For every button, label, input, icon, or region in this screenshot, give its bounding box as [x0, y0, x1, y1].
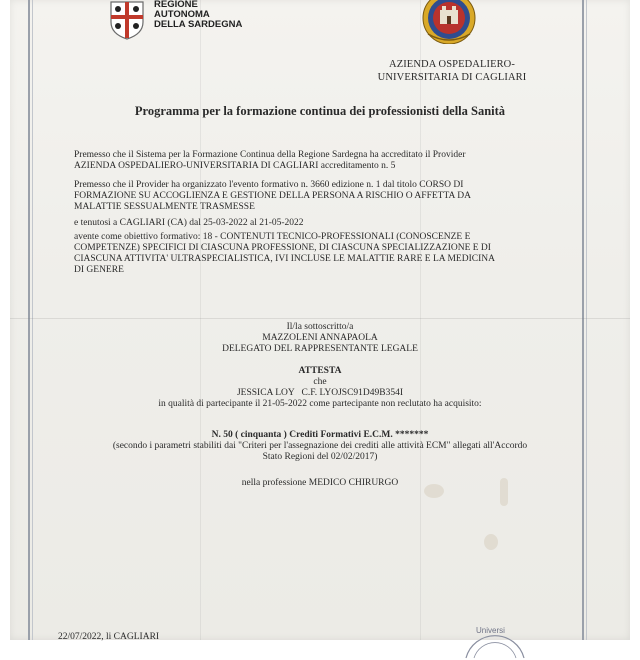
- signatory-name: MAZZOLENI ANNAPAOLA: [262, 333, 378, 343]
- credits-block: [60, 430, 580, 463]
- profession-line: nella professione MEDICO CHIRURGO: [241, 478, 399, 488]
- programme-title: Programma per la formazione continua dei professionisti della Sanità: [134, 104, 506, 118]
- hospital-name-line: UNIVERSITARIA DI CAGLIARI: [377, 72, 527, 83]
- region-name-line: AUTONOMA: [154, 9, 210, 20]
- criteria-line: (secondo i parametri stabiliti dai "Criteri per l'assegnazione dei crediti alle attività ECM" allegati all'Accordo: [112, 441, 528, 451]
- left-border-inner: [32, 0, 33, 640]
- provider-accreditation-paragraph: [74, 150, 546, 172]
- participation-qualification: in qualità di partecipante il 21-05-2022 come partecipante non reclutato ha acquisito:: [158, 399, 482, 409]
- paragraph-line: CIASCUNA ATTIVITA' ULTRASPECIALISTICA, IVI INCLUSE LE MALATTIE RARE E LA MEDICINA: [74, 254, 495, 264]
- paper-stain: [484, 534, 498, 550]
- right-border: [582, 0, 584, 640]
- paragraph-line: COMPETENZE) SPECIFICI DI CIASCUNA PROFESSIONE, DI CIASCUNA SPECIALIZZAZIONE E DI: [74, 243, 491, 253]
- fold-line: [420, 0, 421, 640]
- certificate-paper: [10, 0, 630, 640]
- region-name: [154, 0, 242, 30]
- stamp-text: Universi: [476, 626, 505, 635]
- paragraph-line: avente come obiettivo formativo: 18 - CONTENUTI TECNICO-PROFESSIONALI (CONOSCENZE E: [74, 232, 471, 242]
- paragraph-line: FORMAZIONE SU ACCOGLIENZA E GESTIONE DELLA PERSONA A RISCHIO O AFFETTA DA: [74, 191, 471, 201]
- region-name-line: REGIONE: [154, 0, 198, 10]
- hospital-name: [372, 58, 532, 84]
- paragraph-line: DI GENERE: [74, 265, 124, 275]
- left-border: [28, 0, 30, 640]
- sardinia-coat-of-arms-icon: [108, 0, 146, 40]
- paragraph-line: Premesso che il Sistema per la Formazione Continua della Regione Sardegna ha accreditato il Provider: [74, 150, 466, 160]
- signatory-role: DELEGATO DEL RAPPRESENTANTE LEGALE: [222, 344, 418, 354]
- fold-line: [10, 318, 630, 319]
- paragraph-line: MALATTIE SESSUALMENTE TRASMESSE: [74, 202, 255, 212]
- credits-awarded: N. 50 ( cinquanta ) Crediti Formativi E.C.M. *******: [211, 430, 429, 440]
- university-hospital-seal-icon: [420, 0, 478, 44]
- criteria-line: Stato Regioni del 02/02/2017): [262, 452, 378, 462]
- attestation-block: [60, 366, 580, 410]
- event-dates-paragraph: e tenutosi a CAGLIARI (CA) dal 25-03-2022 al 21-05-2022: [74, 218, 304, 228]
- paragraph-line: Premesso che il Provider ha organizzato l'evento formativo n. 3660 edizione n. 1 dal titolo CORSO DI: [74, 180, 464, 190]
- participant-name: JESSICA LOY C.F. LYOJSC91D49B354I: [236, 388, 404, 398]
- paragraph-line: AZIENDA OSPEDALIERO-UNIVERSITARIA DI CAGLIARI accreditamento n. 5: [74, 161, 396, 171]
- fold-line: [200, 0, 201, 640]
- region-name-line: DELLA SARDEGNA: [154, 19, 243, 30]
- objective-paragraph: [74, 232, 546, 276]
- signatory-intro: Il/la sottoscritto/a: [286, 322, 354, 332]
- date-place: 22/07/2022, li CAGLIARI: [58, 632, 160, 642]
- attestation-che: che: [313, 377, 327, 387]
- hospital-name-line: AZIENDA OSPEDALIERO-: [389, 59, 515, 70]
- right-border-inner: [586, 0, 587, 640]
- signatory-block: [60, 322, 580, 355]
- attestation-heading: ATTESTA: [298, 366, 342, 376]
- event-paragraph: [74, 180, 546, 213]
